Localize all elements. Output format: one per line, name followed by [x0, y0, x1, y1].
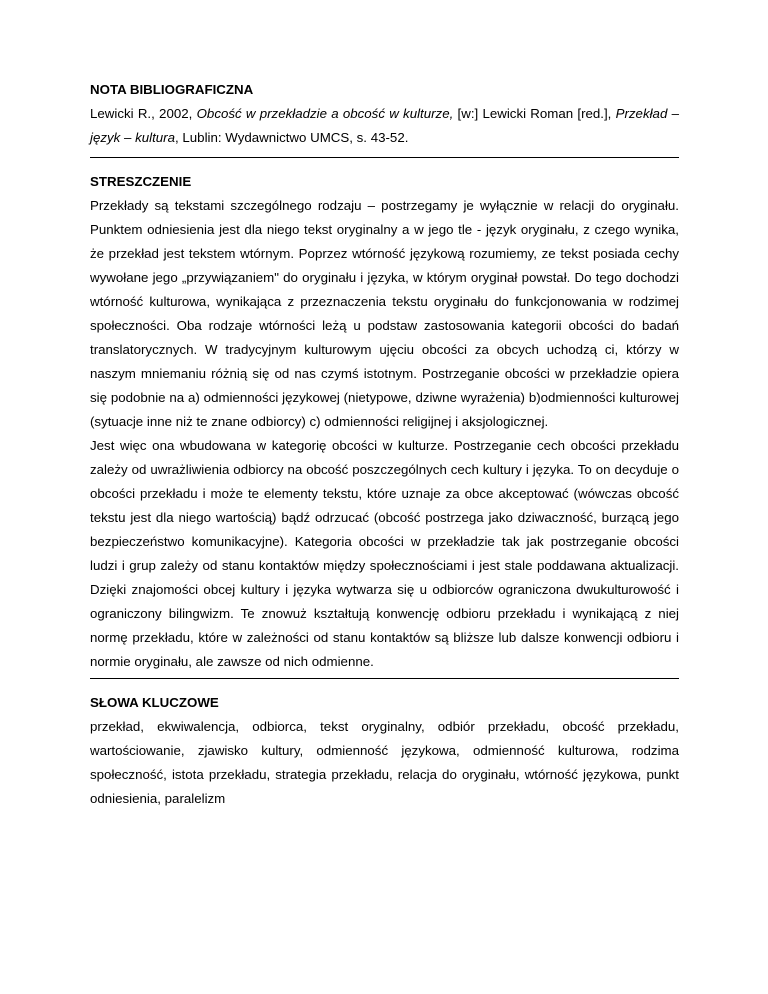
- abstract-paragraph: Przekłady są tekstami szczególnego rodzaju – postrzegamy je wyłącznie w relacji do oryginału. Punktem odniesienia jest dla niego tekst oryginalny a w jego tle - język oryginału, z czego wynika, że przekład jest tekstem wtórnym. Poprzez wtórność językową rozumiemy, ze tekst posiada cechy wywołane jego „przywiązaniem" do oryginału i języka, w którym oryginał powstał. Do tego dochodzi wtórność kulturowa, wynikająca z przeznaczenia tekstu oryginału do funkcjonowania w rodzimej społeczności. Oba rodzaje wtórności leżą u podstaw zastosowania kategorii obcości do badań translatorycznych. W tradycyjnym kulturowym ujęciu obcości za obcych uchodzą ci, którzy w naszym mniemaniu różnią się od nas czymś istotnym. Postrzeganie obcości w przekładzie opiera się podobnie na a) odmienności językowej (nietypowe, dziwne wyrażenia) b)odmienności kulturowej (sytuacje inne niż te znane odbiorcy) c) odmienności religijnej i aksjologicznej.: [90, 198, 679, 429]
- document-page: [90, 78, 679, 816]
- bibliographic-note-section: [90, 78, 679, 158]
- citation-editor: [w:] Lewicki Roman [red.],: [453, 106, 612, 121]
- citation-author-year: Lewicki R., 2002,: [90, 106, 193, 121]
- bibliographic-note-heading: NOTA BIBLIOGRAFICZNA: [90, 82, 254, 97]
- abstract-section: [90, 158, 679, 679]
- keywords-section: [90, 679, 679, 816]
- abstract-paragraph: Jest więc ona wbudowana w kategorię obcości w kulturze. Postrzeganie cech obcości przekładu zależy od uwrażliwienia odbiorcy na obcość poszczególnych cech kultury i języka. To on decyduje o obcości przekładu i może te elementy tekstu, które uznaje za obce akceptować (wówczas obcość tekstu jest dla niego wartością) bądź odrzucać (obcość postrzega jako dziwaczność, burzącą jego bezpieczeństwo komunikacyjne). Kategoria obcości w przekładzie tak jak postrzeganie obcości ludzi i grup zależy od stanu kontaktów między społecznościami i jest stale poddawana aktualizacji. Dzięki znajomości obcej kultury i języka wytwarza się u odbiorców ograniczona dwukulturowość i ograniczony bilingwizm. Te znowuż kształtują konwencję odbioru przekładu i wynikającą z niej normę przekładu, które w zależności od stanu kontaktów są bliższe lub dalsze konwencji odbioru i normie oryginału, ale zawsze od nich odmienne.: [90, 438, 679, 669]
- bibliographic-citation: [90, 102, 679, 150]
- keywords-heading: SŁOWA KLUCZOWE: [90, 695, 219, 710]
- citation-article-title: Obcość w przekładzie a obcość w kulturze,: [196, 106, 454, 121]
- citation-book-title: Przekład – język – kultura: [90, 106, 679, 145]
- abstract-heading: STRESZCZENIE: [90, 174, 192, 189]
- keywords-list: przekład, ekwiwalencja, odbiorca, tekst oryginalny, odbiór przekładu, obcość przekładu, wartościowanie, zjawisko kultury, odmienność językowa, odmienność kulturowa, rodzima społeczność, istota przekładu, strategia przekładu, relacja do oryginału, wtórność językowa, punkt odniesienia, paralelizm: [90, 719, 679, 806]
- citation-publisher: , Lublin: Wydawnictwo UMCS, s. 43-52.: [175, 130, 409, 145]
